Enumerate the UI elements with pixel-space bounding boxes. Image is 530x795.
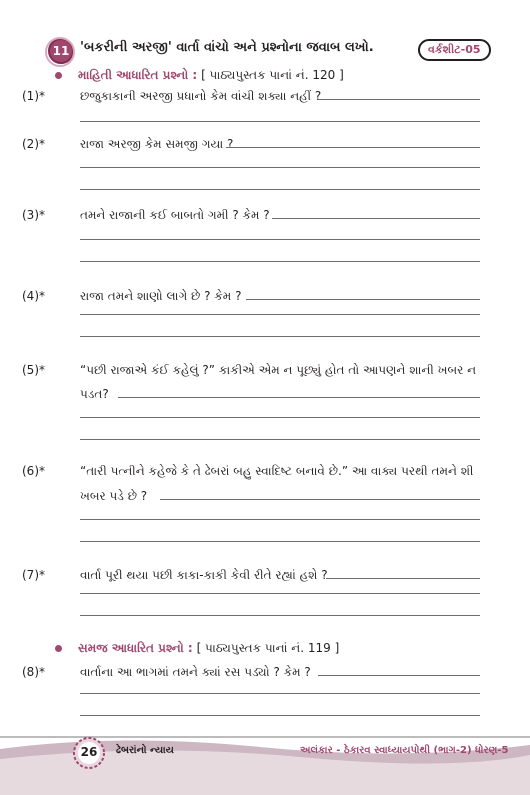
question-number: (6)*: [22, 464, 45, 478]
answer-line[interactable]: [80, 519, 480, 520]
answer-line[interactable]: [80, 593, 480, 594]
answer-line[interactable]: [80, 693, 480, 694]
bullet-icon: [55, 72, 62, 79]
question-number: (3)*: [22, 208, 45, 222]
page-number: 26: [80, 745, 98, 759]
question-number: (5)*: [22, 363, 45, 377]
section-heading-understanding: [55, 641, 339, 656]
section-reference: [ પાઠ્યપુસ્તક પાનાં નં. 120 ]: [201, 68, 344, 82]
question-text: “પછી રાજાએ કંઈ કહેલું ?” કાકીએ એમ ન પૂછ્યું હોત તો આપણને શાની ખબર ન: [80, 363, 477, 377]
question-text-continued: પડત?: [80, 387, 109, 401]
answer-line[interactable]: [80, 314, 480, 315]
section-heading-label: માહિતી આધારિત પ્રશ્નો :: [78, 68, 198, 82]
question-number: (8)*: [22, 665, 45, 679]
question-text: “તારી પત્નીને કહેજે કે તે ઢેબરાં બહુ સ્વાદિષ્ટ બનાવે છે.” આ વાક્ય પરથી તમને શી: [80, 464, 474, 478]
answer-line[interactable]: [80, 121, 480, 122]
bullet-icon: [55, 645, 62, 652]
footer-chapter-name: ઢેબરાંનો ન્યાય: [116, 745, 174, 756]
question-text: છજુકાકાની અરજી પ્રધાનો કેમ વાંચી શક્યા નહીં ?: [80, 89, 322, 103]
answer-line[interactable]: [118, 397, 480, 398]
section-heading-label: સમજ આધારિત પ્રશ્નો :: [78, 641, 193, 655]
footer-book-title: અલંકાર - ઠેકારવ સ્વાધ્યાયપોથી (ભાગ-2) ધોરણ-5: [300, 745, 509, 756]
answer-line[interactable]: [80, 261, 480, 262]
answer-line[interactable]: [80, 715, 480, 716]
question-text: તમને રાજાની કઈ બાબતો ગમી ? કેમ ?: [80, 208, 270, 222]
question-text: વાર્તા પૂરી થયા પછી કાકા-કાકી કેવી રીતે રહ્યાં હશે ?: [80, 568, 328, 582]
question-text: રાજા તમને શાણો લાગે છે ? કેમ ?: [80, 289, 242, 303]
question-number: (1)*: [22, 89, 45, 103]
answer-line[interactable]: [80, 541, 480, 542]
answer-line[interactable]: [226, 147, 480, 148]
answer-line[interactable]: [80, 167, 480, 168]
answer-line[interactable]: [272, 218, 480, 219]
answer-line[interactable]: [80, 239, 480, 240]
answer-line[interactable]: [80, 417, 480, 418]
page-title: 'બકરીની અરજી' વાર્તા વાંચો અને પ્રશ્નોના જવાબ લખો.: [80, 40, 374, 55]
answer-line[interactable]: [80, 336, 480, 337]
question-text: વાર્તાના આ ભાગમાં તમને ક્યાં રસ પડ્યો ? કેમ ?: [80, 665, 311, 679]
answer-line[interactable]: [318, 675, 480, 676]
question-text-continued: ખબર પડે છે ?: [80, 489, 148, 503]
chapter-number-badge: 11: [48, 38, 74, 64]
section-heading-information: [55, 68, 344, 83]
question-number: (7)*: [22, 568, 45, 582]
question-number: (2)*: [22, 137, 45, 151]
answer-line[interactable]: [318, 99, 480, 100]
worksheet-tag: વર્કશીટ-05: [418, 39, 491, 61]
answer-line[interactable]: [326, 578, 480, 579]
answer-line[interactable]: [246, 299, 480, 300]
question-number: (4)*: [22, 289, 45, 303]
section-reference: [ પાઠ્યપુસ્તક પાનાં નં. 119 ]: [196, 641, 340, 655]
answer-line[interactable]: [80, 615, 480, 616]
question-text: રાજા અરજી કેમ સમજી ગયા ?: [80, 137, 234, 151]
answer-line[interactable]: [160, 499, 480, 500]
answer-line[interactable]: [80, 189, 480, 190]
answer-line[interactable]: [80, 439, 480, 440]
